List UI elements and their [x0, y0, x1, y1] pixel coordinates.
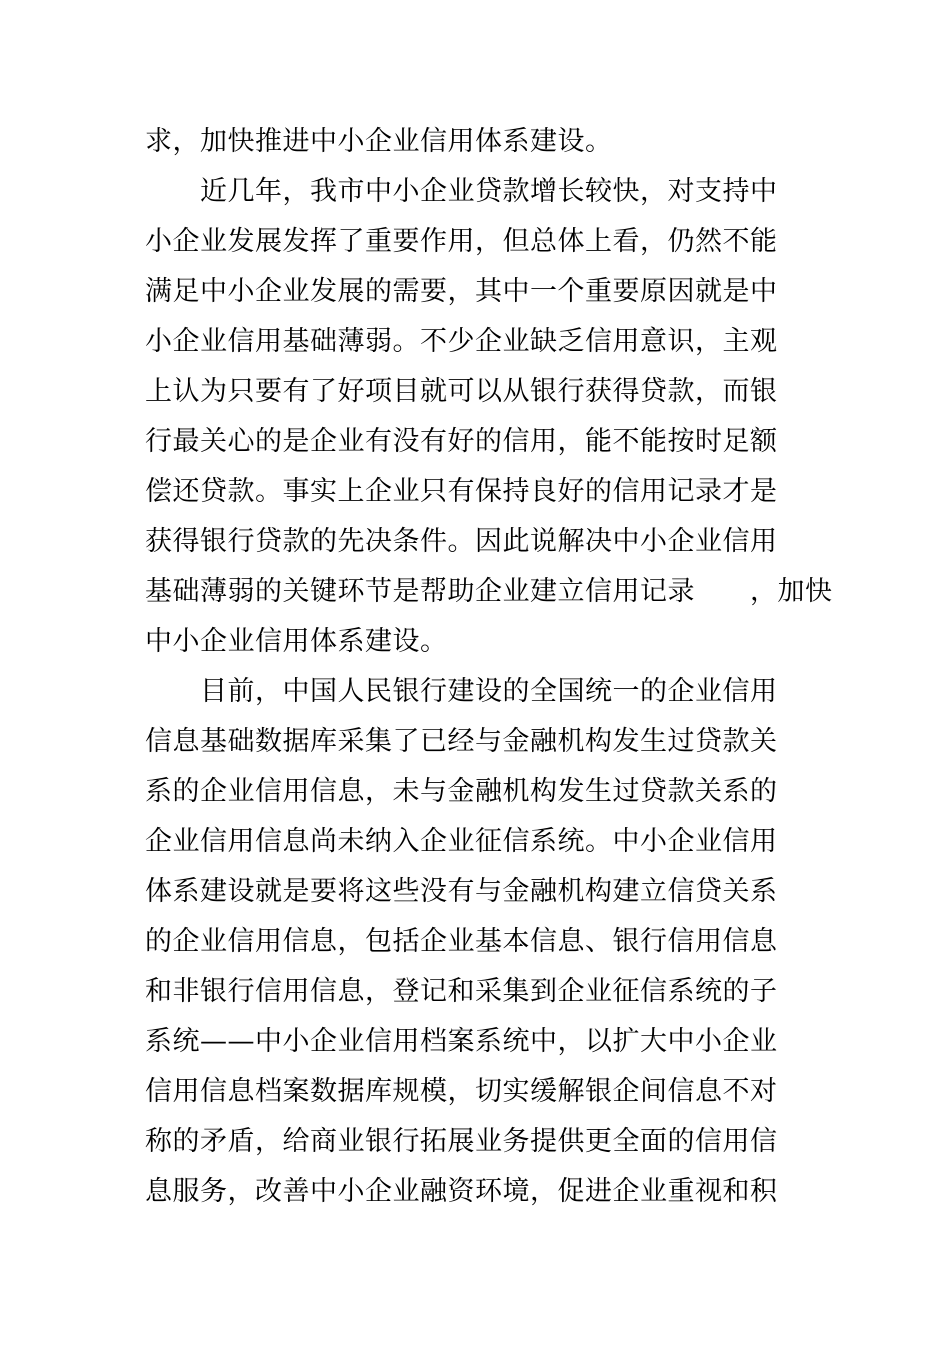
text-line: 企业信用信息尚未纳入企业征信系统。中小企业信用	[145, 826, 778, 857]
text-line: 满足中小企业发展的需要，其中一个重要原因就是中	[145, 276, 778, 307]
text-line: 称的矛盾，给商业银行拓展业务提供更全面的信用信	[145, 1126, 778, 1157]
text-line: 的企业信用信息，包括企业基本信息、银行信用信息	[145, 926, 778, 957]
text-line: 系的企业信用信息，未与金融机构发生过贷款关系的	[145, 776, 778, 807]
paragraph-start-line: 近几年，我市中小企业贷款增长较快，对支持中	[200, 176, 778, 207]
text-line: 信用信息档案数据库规模，切实缓解银企间信息不对	[145, 1076, 778, 1107]
text-line: 行最关心的是企业有没有好的信用，能不能按时足额	[145, 426, 778, 457]
text-line: 系统——中小企业信用档案系统中，以扩大中小企业	[145, 1026, 778, 1057]
text-line: 求，加快推进中小企业信用体系建设。	[145, 126, 613, 157]
text-line: 中小企业信用体系建设。	[145, 626, 448, 657]
text-line: 息服务，改善中小企业融资环境，促进企业重视和积	[145, 1176, 778, 1207]
text-line: 小企业信用基础薄弱。不少企业缺乏信用意识，主观	[145, 326, 778, 357]
text-line: 偿还贷款。事实上企业只有保持良好的信用记录才是	[145, 476, 778, 507]
text-line: 小企业发展发挥了重要作用，但总体上看，仍然不能	[145, 226, 778, 257]
text-line: 和非银行信用信息，登记和采集到企业征信系统的子	[145, 976, 778, 1007]
paragraph-start-line: 目前，中国人民银行建设的全国统一的企业信用	[200, 676, 778, 707]
text-line: 上认为只要有了好项目就可以从银行获得贷款，而银	[145, 376, 778, 407]
text-line: 体系建设就是要将这些没有与金融机构建立信贷关系	[145, 876, 778, 907]
text-line: 获得银行贷款的先决条件。因此说解决中小企业信用	[145, 526, 778, 557]
text-line: 信息基础数据库采集了已经与金融机构发生过贷款关	[145, 726, 778, 757]
text-line: 基础薄弱的关键环节是帮助企业建立信用记录 ，加快	[145, 576, 833, 607]
